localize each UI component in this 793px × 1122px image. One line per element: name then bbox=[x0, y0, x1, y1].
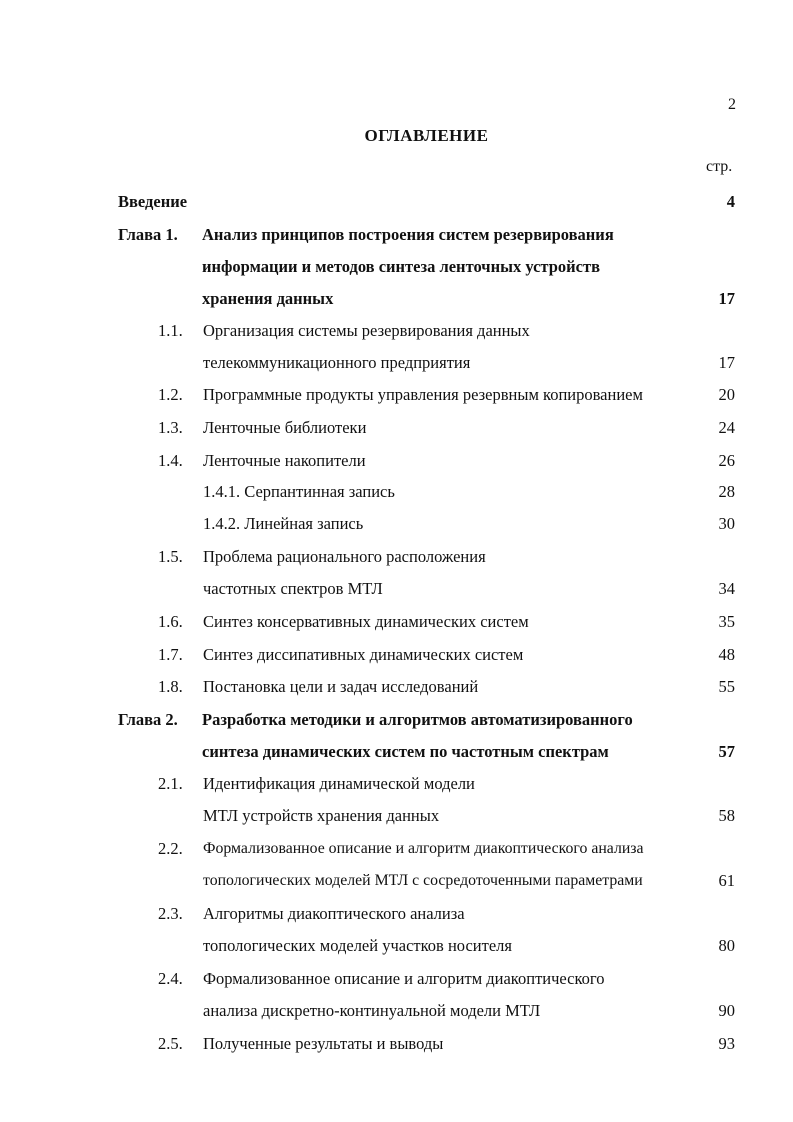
section-page: 28 bbox=[718, 482, 735, 501]
toc-entry-chapter2 bbox=[0, 710, 793, 742]
section-number: 1.3. bbox=[158, 418, 183, 437]
intro-label: Введение bbox=[118, 192, 188, 211]
toc-entry-section bbox=[0, 547, 793, 579]
section-title: топологических моделей участков носителя bbox=[203, 936, 512, 955]
section-number: 1.4. bbox=[158, 451, 183, 470]
chapter2-page: 57 bbox=[718, 742, 735, 761]
section-title: телекоммуникационного предприятия bbox=[203, 353, 471, 372]
section-title: Идентификация динамической модели bbox=[203, 774, 475, 793]
chapter1-title-line: Анализ принципов построения систем резервирования bbox=[202, 225, 614, 244]
toc-entry-section-cont bbox=[0, 353, 793, 385]
section-title: топологических моделей МТЛ с сосредоточенными параметрами bbox=[203, 872, 643, 889]
toc-entry-intro bbox=[0, 192, 793, 224]
section-title: анализа дискретно-континуальной модели МТЛ bbox=[203, 1001, 541, 1020]
toc-entry-chapter2-cont bbox=[0, 742, 793, 774]
page-number: 2 bbox=[728, 96, 736, 113]
section-number: 2.2. bbox=[158, 839, 183, 858]
section-page: 93 bbox=[718, 1034, 735, 1053]
section-number: 1.2. bbox=[158, 385, 183, 404]
section-page: 24 bbox=[718, 418, 735, 437]
toc-entry-section bbox=[0, 451, 793, 483]
section-title: Формализованное описание и алгоритм диакоптического анализа bbox=[203, 840, 644, 857]
toc-title: ОГЛАВЛЕНИЕ bbox=[364, 126, 489, 145]
toc-entry-chapter1-cont bbox=[0, 257, 793, 289]
toc-entry-section-cont bbox=[0, 1001, 793, 1033]
section-title: Алгоритмы диакоптического анализа bbox=[203, 904, 465, 923]
page-column-label: стр. bbox=[706, 158, 733, 175]
chapter1-label: Глава 1. bbox=[118, 225, 178, 244]
section-title: Постановка цели и задач исследований bbox=[203, 677, 479, 696]
section-page: 90 bbox=[718, 1001, 735, 1020]
section-page: 35 bbox=[718, 612, 735, 631]
chapter2-title-line: синтеза динамических систем по частотным спектрам bbox=[202, 742, 609, 761]
subsection-title: 1.4.1. Серпантинная запись bbox=[203, 482, 395, 501]
section-number: 1.1. bbox=[158, 321, 183, 340]
section-page: 58 bbox=[718, 806, 735, 825]
section-title: Формализованное описание и алгоритм диакоптического bbox=[203, 969, 605, 988]
section-number: 2.3. bbox=[158, 904, 183, 923]
chapter1-title-line: информации и методов синтеза ленточных устройств bbox=[202, 257, 600, 276]
section-title: Проблема рационального расположения bbox=[203, 547, 486, 566]
toc-entry-section-cont bbox=[0, 806, 793, 838]
section-title: Программные продукты управления резервным копированием bbox=[203, 385, 643, 404]
intro-page: 4 bbox=[726, 192, 735, 211]
chapter2-label: Глава 2. bbox=[118, 710, 178, 729]
toc-entry-section bbox=[0, 969, 793, 1001]
section-title: МТЛ устройств хранения данных bbox=[203, 806, 440, 825]
toc-entry-chapter1-cont bbox=[0, 289, 793, 321]
section-number: 2.4. bbox=[158, 969, 183, 988]
toc-entry-section bbox=[0, 418, 793, 450]
section-number: 2.1. bbox=[158, 774, 183, 793]
toc-entry-section bbox=[0, 645, 793, 677]
section-number: 1.7. bbox=[158, 645, 183, 664]
toc-entry-section bbox=[0, 612, 793, 644]
section-number: 1.6. bbox=[158, 612, 183, 631]
section-title: Синтез консервативных динамических систем bbox=[203, 612, 529, 631]
chapter1-page: 17 bbox=[718, 289, 735, 308]
toc-entry-section bbox=[0, 677, 793, 709]
toc-entry-section bbox=[0, 385, 793, 417]
section-title: Организация системы резервирования данных bbox=[203, 321, 530, 340]
section-number: 1.5. bbox=[158, 547, 183, 566]
section-page: 17 bbox=[718, 353, 735, 372]
toc-entry-section bbox=[0, 839, 793, 871]
section-title: Синтез диссипативных динамических систем bbox=[203, 645, 524, 664]
section-number: 1.8. bbox=[158, 677, 183, 696]
chapter1-title-line: хранения данных bbox=[202, 289, 334, 308]
section-title: частотных спектров МТЛ bbox=[203, 579, 383, 598]
section-page: 48 bbox=[718, 645, 735, 664]
section-title: Ленточные библиотеки bbox=[203, 418, 367, 437]
toc-entry-section-cont bbox=[0, 579, 793, 611]
toc-entry-subsection bbox=[0, 514, 793, 546]
toc-entry-subsection bbox=[0, 482, 793, 514]
section-page: 30 bbox=[718, 514, 735, 533]
subsection-title: 1.4.2. Линейная запись bbox=[203, 514, 364, 533]
section-page: 55 bbox=[718, 677, 735, 696]
toc-entry-section bbox=[0, 1034, 793, 1066]
section-page: 20 bbox=[718, 385, 735, 404]
chapter2-title-line: Разработка методики и алгоритмов автоматизированного bbox=[202, 710, 633, 729]
toc-entry-section bbox=[0, 904, 793, 936]
toc-entry-section bbox=[0, 321, 793, 353]
section-title: Ленточные накопители bbox=[203, 451, 366, 470]
section-title: Полученные результаты и выводы bbox=[203, 1034, 444, 1053]
toc-entry-chapter1 bbox=[0, 225, 793, 257]
toc-entry-section-cont bbox=[0, 936, 793, 968]
section-page: 61 bbox=[718, 871, 735, 890]
section-page: 34 bbox=[718, 579, 735, 598]
toc-entry-section bbox=[0, 774, 793, 806]
section-page: 80 bbox=[718, 936, 735, 955]
toc-entry-section-cont bbox=[0, 871, 793, 903]
section-number: 2.5. bbox=[158, 1034, 183, 1053]
section-page: 26 bbox=[718, 451, 735, 470]
